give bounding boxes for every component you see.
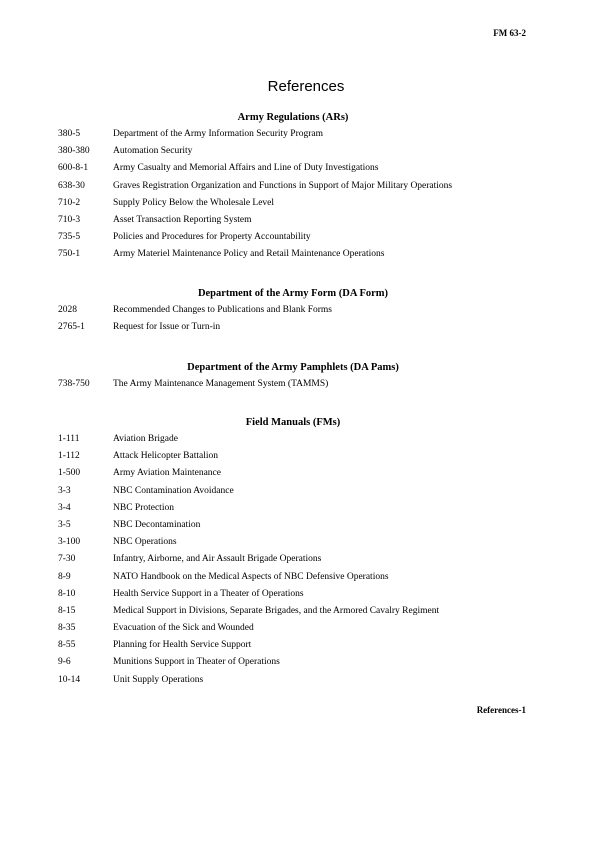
reference-number: 8-15 [58,605,76,616]
section-field-manuals [58,414,528,689]
reference-number: 10-14 [58,674,81,685]
reference-title: Asset Transaction Reporting System [113,214,252,225]
reference-row [58,212,528,229]
section-heading: Army Regulations (ARs) [237,112,349,123]
reference-row [58,431,528,448]
reference-title: Munitions Support in Theater of Operations [113,657,280,668]
reference-row [58,376,528,393]
reference-number: 3-4 [58,502,71,513]
reference-row [58,483,528,500]
reference-title: Unit Supply Operations [113,674,204,685]
reference-number: 3-100 [58,537,81,548]
reference-title: Supply Policy Below the Wholesale Level [113,197,275,208]
reference-row [58,195,528,212]
reference-number: 8-9 [58,571,71,582]
reference-row [58,229,528,246]
reference-number: 600-8-1 [58,163,89,174]
page-footer-label: References-1 [476,705,526,715]
reference-title: Graves Registration Organization and Functions in Support of Major Military Operations [113,180,453,191]
reference-row [58,126,528,143]
reference-row [58,569,528,586]
reference-title: Department of the Army Information Security Program [113,129,324,139]
reference-title: Medical Support in Divisions, Separate Brigades, and the Armored Cavalry Regiment [113,605,440,616]
reference-row [58,448,528,465]
reference-number: 2028 [58,305,77,315]
reference-row [58,672,528,689]
reference-number: 380-5 [58,129,81,139]
page-header-doc-id: FM 63-2 [493,28,526,38]
reference-title: NBC Decontamination [113,519,201,530]
section-army-regulations [58,109,528,264]
reference-number: 750-1 [58,249,81,260]
reference-row [58,302,528,319]
reference-title: Army Casualty and Memorial Affairs and Line of Duty Investigations [113,163,379,174]
section-da-pams [58,359,528,393]
reference-number: 710-3 [58,214,81,225]
reference-row [58,654,528,671]
reference-number: 380-380 [58,146,90,157]
reference-row [58,319,528,336]
reference-title: Army Aviation Maintenance [113,468,221,479]
reference-list [58,431,528,689]
reference-number: 738-750 [58,379,90,389]
reference-row [58,143,528,160]
reference-title: NATO Handbook on the Medical Aspects of NBC Defensive Operations [113,571,389,582]
reference-number: 1-111 [58,434,80,444]
reference-title: Health Service Support in a Theater of Operations [113,588,304,599]
reference-row [58,246,528,263]
reference-number: 710-2 [58,197,81,208]
reference-row [58,620,528,637]
reference-title: The Army Maintenance Management System (TAMMS) [113,379,329,389]
section-da-form [58,285,528,336]
reference-title: Policies and Procedures for Property Accountability [113,232,311,243]
reference-list [58,302,528,336]
reference-list [58,126,528,264]
reference-title: Evacuation of the Sick and Wounded [113,623,254,634]
reference-row [58,465,528,482]
reference-row [58,586,528,603]
reference-number: 8-35 [58,623,76,634]
reference-title: NBC Operations [113,537,177,548]
reference-title: NBC Contamination Avoidance [113,485,234,496]
reference-title: Army Materiel Maintenance Policy and Retail Maintenance Operations [113,249,385,260]
reference-title: Aviation Brigade [113,434,178,444]
reference-title: NBC Protection [113,502,174,513]
reference-row [58,551,528,568]
section-heading: Department of the Army Form (DA Form) [197,288,389,299]
reference-number: 1-500 [58,468,81,479]
reference-row [58,500,528,517]
reference-number: 638-30 [58,180,85,191]
reference-number: 3-3 [58,485,71,496]
reference-title: Request for Issue or Turn-in [113,322,221,333]
reference-title: Infantry, Airborne, and Air Assault Brigade Operations [113,554,322,565]
reference-number: 8-55 [58,640,76,651]
reference-row [58,534,528,551]
reference-title: Planning for Health Service Support [113,640,252,651]
reference-row [58,637,528,654]
reference-number: 2765-1 [58,322,85,333]
reference-number: 735-5 [58,232,81,243]
section-heading: Field Manuals (FMs) [245,417,341,428]
reference-row [58,603,528,620]
section-heading: Department of the Army Pamphlets (DA Pams) [187,362,399,373]
reference-number: 7-30 [58,554,76,565]
reference-number: 8-10 [58,588,76,599]
reference-number: 1-112 [58,451,80,462]
reference-title: Recommended Changes to Publications and Blank Forms [113,305,333,315]
page-title: References [267,78,345,95]
reference-row [58,160,528,177]
reference-row [58,178,528,195]
reference-title: Automation Security [113,146,193,157]
reference-number: 9-6 [58,657,71,668]
reference-list [58,376,528,393]
reference-row [58,517,528,534]
reference-title: Attack Helicopter Battalion [113,451,218,462]
reference-number: 3-5 [58,519,71,530]
